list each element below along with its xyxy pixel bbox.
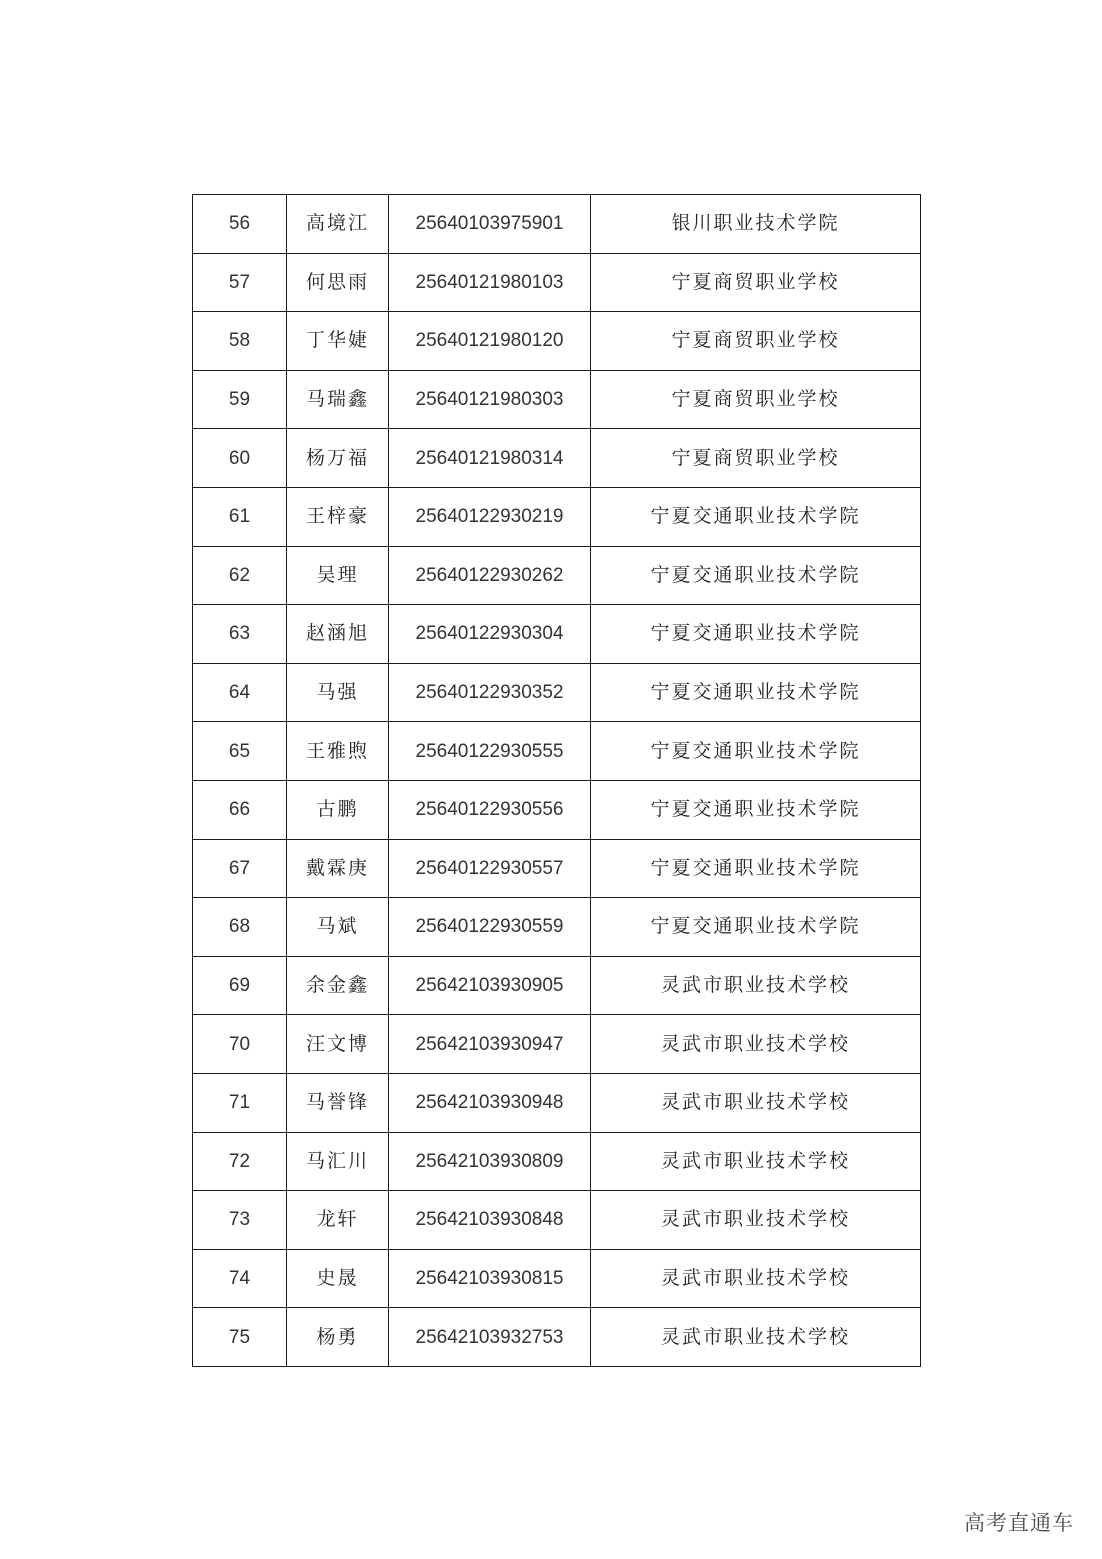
cell-name: 马汇川 xyxy=(287,1132,389,1191)
cell-school: 宁夏交通职业技术学院 xyxy=(591,898,921,957)
cell-exam-id: 25642103930947 xyxy=(389,1015,591,1074)
cell-exam-id: 25642103930809 xyxy=(389,1132,591,1191)
table-row xyxy=(193,312,921,371)
cell-exam-id: 25640121980314 xyxy=(389,429,591,488)
cell-seq: 70 xyxy=(193,1015,287,1074)
cell-name: 赵涵旭 xyxy=(287,605,389,664)
table-row xyxy=(193,1015,921,1074)
cell-name: 史晟 xyxy=(287,1249,389,1308)
table-row xyxy=(193,1308,921,1367)
cell-seq: 62 xyxy=(193,546,287,605)
cell-seq: 58 xyxy=(193,312,287,371)
roster-body xyxy=(193,195,921,1367)
cell-exam-id: 25640121980303 xyxy=(389,370,591,429)
cell-school: 宁夏交通职业技术学院 xyxy=(591,605,921,664)
cell-school: 宁夏交通职业技术学院 xyxy=(591,780,921,839)
cell-exam-id: 25642103930948 xyxy=(389,1073,591,1132)
cell-exam-id: 25640103975901 xyxy=(389,195,591,254)
table-row xyxy=(193,1191,921,1250)
cell-exam-id: 25642103932753 xyxy=(389,1308,591,1367)
cell-exam-id: 25642103930905 xyxy=(389,956,591,1015)
cell-exam-id: 25640122930559 xyxy=(389,898,591,957)
cell-school: 宁夏交通职业技术学院 xyxy=(591,663,921,722)
cell-school: 宁夏交通职业技术学院 xyxy=(591,546,921,605)
cell-seq: 74 xyxy=(193,1249,287,1308)
table-row xyxy=(193,487,921,546)
table-row xyxy=(193,1249,921,1308)
student-roster-table xyxy=(192,194,921,1367)
cell-school: 宁夏商贸职业学校 xyxy=(591,370,921,429)
cell-seq: 64 xyxy=(193,663,287,722)
cell-name: 高境江 xyxy=(287,195,389,254)
table-row xyxy=(193,253,921,312)
cell-name: 古鹏 xyxy=(287,780,389,839)
table-row xyxy=(193,722,921,781)
cell-school: 宁夏商贸职业学校 xyxy=(591,429,921,488)
cell-seq: 59 xyxy=(193,370,287,429)
cell-exam-id: 25642103930815 xyxy=(389,1249,591,1308)
cell-seq: 67 xyxy=(193,839,287,898)
cell-seq: 71 xyxy=(193,1073,287,1132)
cell-seq: 66 xyxy=(193,780,287,839)
cell-school: 灵武市职业技术学校 xyxy=(591,1015,921,1074)
cell-school: 银川职业技术学院 xyxy=(591,195,921,254)
cell-seq: 72 xyxy=(193,1132,287,1191)
cell-seq: 57 xyxy=(193,253,287,312)
table-row xyxy=(193,898,921,957)
cell-seq: 60 xyxy=(193,429,287,488)
cell-name: 龙轩 xyxy=(287,1191,389,1250)
cell-seq: 75 xyxy=(193,1308,287,1367)
cell-school: 灵武市职业技术学校 xyxy=(591,1308,921,1367)
cell-school: 灵武市职业技术学校 xyxy=(591,1191,921,1250)
cell-name: 马瑞鑫 xyxy=(287,370,389,429)
cell-school: 宁夏商贸职业学校 xyxy=(591,312,921,371)
cell-school: 宁夏交通职业技术学院 xyxy=(591,487,921,546)
cell-exam-id: 25640121980103 xyxy=(389,253,591,312)
cell-school: 宁夏交通职业技术学院 xyxy=(591,839,921,898)
cell-name: 马强 xyxy=(287,663,389,722)
cell-seq: 73 xyxy=(193,1191,287,1250)
cell-name: 杨勇 xyxy=(287,1308,389,1367)
cell-exam-id: 25640122930556 xyxy=(389,780,591,839)
cell-school: 宁夏交通职业技术学院 xyxy=(591,722,921,781)
cell-exam-id: 25640122930219 xyxy=(389,487,591,546)
cell-name: 王梓豪 xyxy=(287,487,389,546)
cell-name: 马誉锋 xyxy=(287,1073,389,1132)
table-row xyxy=(193,1073,921,1132)
cell-school: 灵武市职业技术学校 xyxy=(591,1249,921,1308)
table-row xyxy=(193,663,921,722)
cell-seq: 65 xyxy=(193,722,287,781)
table-row xyxy=(193,429,921,488)
cell-seq: 61 xyxy=(193,487,287,546)
cell-name: 何思雨 xyxy=(287,253,389,312)
cell-exam-id: 25640122930555 xyxy=(389,722,591,781)
cell-name: 马斌 xyxy=(287,898,389,957)
table-row xyxy=(193,1132,921,1191)
table-row xyxy=(193,546,921,605)
cell-name: 余金鑫 xyxy=(287,956,389,1015)
table-row xyxy=(193,839,921,898)
cell-name: 王雅煦 xyxy=(287,722,389,781)
cell-exam-id: 25640122930304 xyxy=(389,605,591,664)
cell-exam-id: 25640122930262 xyxy=(389,546,591,605)
cell-name: 吴理 xyxy=(287,546,389,605)
cell-exam-id: 25640122930352 xyxy=(389,663,591,722)
cell-exam-id: 25640122930557 xyxy=(389,839,591,898)
cell-name: 汪文博 xyxy=(287,1015,389,1074)
cell-seq: 63 xyxy=(193,605,287,664)
cell-school: 宁夏商贸职业学校 xyxy=(591,253,921,312)
cell-seq: 69 xyxy=(193,956,287,1015)
table-row xyxy=(193,780,921,839)
cell-school: 灵武市职业技术学校 xyxy=(591,1073,921,1132)
table-row xyxy=(193,605,921,664)
watermark-text: 高考直通车 xyxy=(964,1511,1074,1535)
table-row xyxy=(193,370,921,429)
cell-seq: 56 xyxy=(193,195,287,254)
cell-school: 灵武市职业技术学校 xyxy=(591,1132,921,1191)
cell-name: 杨万福 xyxy=(287,429,389,488)
table-row xyxy=(193,195,921,254)
cell-school: 灵武市职业技术学校 xyxy=(591,956,921,1015)
cell-seq: 68 xyxy=(193,898,287,957)
cell-exam-id: 25640121980120 xyxy=(389,312,591,371)
cell-name: 丁华婕 xyxy=(287,312,389,371)
cell-exam-id: 25642103930848 xyxy=(389,1191,591,1250)
cell-name: 戴霖庚 xyxy=(287,839,389,898)
table-row xyxy=(193,956,921,1015)
